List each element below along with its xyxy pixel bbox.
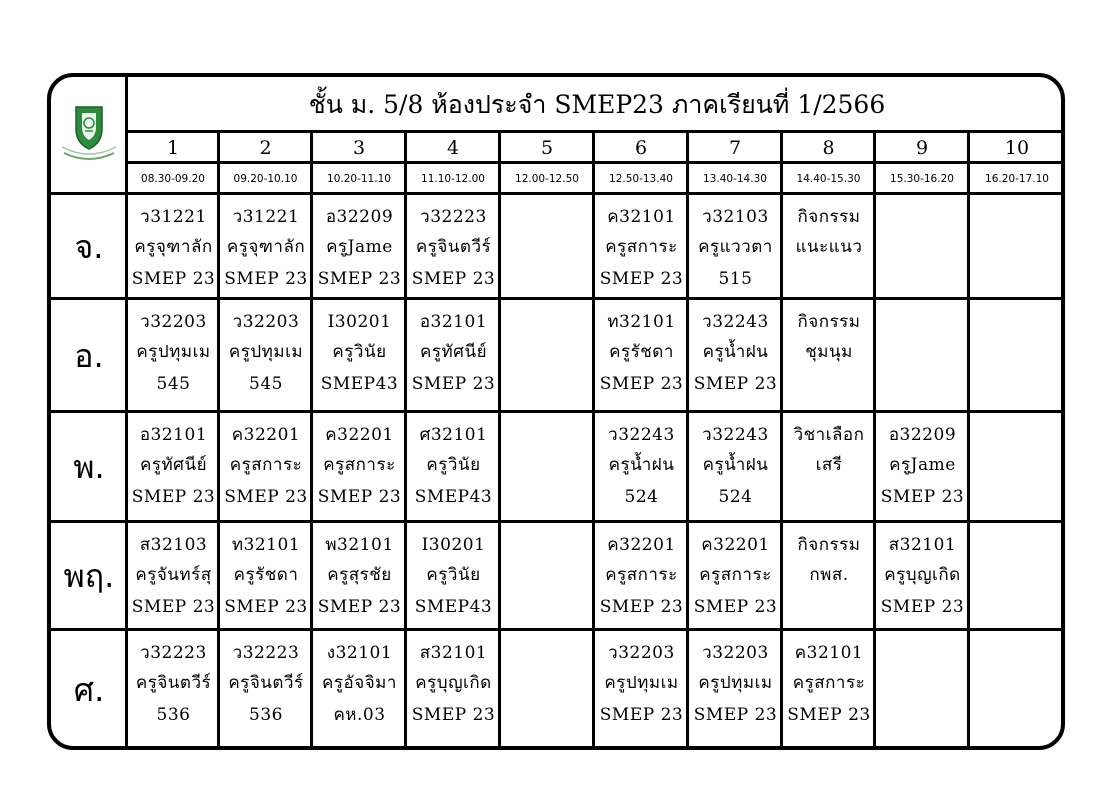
course-code: ว32203 <box>608 643 675 663</box>
schedule-cell <box>221 414 311 521</box>
room-label: SMEP 23 <box>224 597 308 617</box>
teacher-name: ครูสการะ <box>699 565 772 585</box>
teacher-name: ครูสุรชัย <box>327 565 392 585</box>
course-code: ค32201 <box>607 535 676 555</box>
room-label: SMEP 23 <box>693 597 778 617</box>
period-time: 10.20-11.10 <box>327 173 391 185</box>
period-time: 12.00-12.50 <box>515 173 579 185</box>
timetable <box>47 73 1065 750</box>
period-time: 09.20-10.10 <box>233 173 298 185</box>
schedule-cell <box>502 524 593 629</box>
course-code: วิชาเลือก <box>793 425 865 445</box>
schedule-cell <box>314 632 405 749</box>
teacher-name: ครูจุฑาลัก <box>134 237 213 257</box>
schedule-cell <box>129 632 218 749</box>
room-label: SMEP 23 <box>599 597 684 617</box>
teacher-name: ครูน้ำฝน <box>608 455 675 475</box>
course-code: ว32243 <box>608 425 675 445</box>
schedule-cell <box>129 301 218 411</box>
room-label: SMEP 23 <box>131 597 216 617</box>
day-label: ศ. <box>73 671 105 709</box>
schedule-cell <box>877 414 968 521</box>
room-label: 524 <box>718 487 753 507</box>
room-label: SMEP 23 <box>693 705 778 725</box>
teacher-name: ครูสการะ <box>323 455 396 475</box>
period-time: 16.20-17.10 <box>985 173 1049 185</box>
room-label: SMEP 23 <box>880 597 965 617</box>
period-number: 4 <box>446 137 460 159</box>
room-label: 545 <box>156 374 191 394</box>
schedule-cell <box>408 301 499 411</box>
teacher-name: ครูวินัย <box>332 342 387 362</box>
course-code: ส32101 <box>888 535 957 555</box>
room-label: SMEP 23 <box>787 705 871 725</box>
teacher-name: ครูสการะ <box>229 455 303 475</box>
schedule-cell <box>221 632 311 749</box>
schedule-cell <box>877 301 968 411</box>
schedule-cell <box>314 196 405 298</box>
room-label: SMEP43 <box>320 374 399 394</box>
course-code: I30201 <box>421 535 486 555</box>
schedule-cell <box>408 196 499 298</box>
teacher-name: ครูจินตวีร์ <box>228 673 304 693</box>
teacher-name: ครูปทุมเม <box>136 342 211 362</box>
schedule-cell <box>502 301 593 411</box>
period-time: 12.50-13.40 <box>609 173 673 185</box>
schedule-cell <box>408 524 499 629</box>
schedule-cell <box>690 524 781 629</box>
schedule-cell <box>129 524 218 629</box>
room-label: SMEP43 <box>414 487 493 507</box>
teacher-name: เสรี <box>815 455 843 475</box>
room-label: คห.03 <box>333 705 386 725</box>
room-label: SMEP 23 <box>317 487 402 507</box>
room-label: SMEP 23 <box>693 374 778 394</box>
period-number: 5 <box>540 137 554 159</box>
period-time: 13.40-14.30 <box>703 173 767 185</box>
course-code: I30201 <box>327 312 392 332</box>
room-label: SMEP 23 <box>411 374 496 394</box>
period-number: 1 <box>166 137 180 159</box>
schedule-cell <box>502 196 593 298</box>
course-code: ว32243 <box>702 425 769 445</box>
room-label: SMEP 23 <box>411 705 496 725</box>
course-code: อ32209 <box>325 207 394 227</box>
course-code: ค32101 <box>607 207 676 227</box>
course-code: กิจกรรม <box>797 535 861 555</box>
teacher-name: ครูสการะ <box>605 237 678 257</box>
grid-hline <box>127 130 1061 133</box>
course-code: ว32103 <box>702 207 769 227</box>
course-code: ท32101 <box>231 535 301 555</box>
schedule-cell <box>877 632 968 749</box>
course-code: ว31221 <box>232 207 300 227</box>
teacher-name: ครูรัชดา <box>233 565 299 585</box>
period-number: 9 <box>915 137 929 159</box>
schedule-cell <box>314 524 405 629</box>
period-time: 11.10-12.00 <box>421 173 485 185</box>
course-code: ส32101 <box>419 643 488 663</box>
schedule-cell <box>408 632 499 749</box>
teacher-name: แนะแนว <box>795 237 863 257</box>
period-number: 10 <box>1004 137 1030 159</box>
schedule-cell <box>129 414 218 521</box>
room-label: SMEP 23 <box>131 269 216 289</box>
teacher-name: ชุมนุม <box>805 342 853 362</box>
course-code: ศ32101 <box>419 425 488 445</box>
teacher-name: ครูทัศนีย์ <box>139 455 208 475</box>
period-number: 2 <box>259 137 272 159</box>
course-code: ว32223 <box>140 643 207 663</box>
course-code: ง32101 <box>326 643 393 663</box>
course-code: ว32203 <box>232 312 300 332</box>
schedule-cell <box>784 414 874 521</box>
schedule-cell <box>502 414 593 521</box>
schedule-cell <box>690 301 781 411</box>
schedule-cell <box>690 196 781 298</box>
teacher-name: ครูปทุมเม <box>604 673 679 693</box>
course-code: อ32101 <box>139 425 208 445</box>
course-code: ว32203 <box>140 312 207 332</box>
course-code: กิจกรรม <box>797 312 861 332</box>
teacher-name: ครูJame <box>326 237 393 257</box>
teacher-name: ครูน้ำฝน <box>702 342 769 362</box>
teacher-name: ครูจินตวีร์ <box>415 237 492 257</box>
room-label: SMEP 23 <box>599 269 684 289</box>
schedule-cell <box>314 301 405 411</box>
course-code: ส32103 <box>139 535 208 555</box>
teacher-name: ครูจันทร์สุ <box>135 565 212 585</box>
schedule-cell <box>129 196 218 298</box>
schedule-cell <box>877 524 968 629</box>
course-code: ค32101 <box>794 643 864 663</box>
room-label: 536 <box>156 705 191 725</box>
room-label: SMEP 23 <box>599 374 684 394</box>
course-code: ค32201 <box>325 425 394 445</box>
period-number: 6 <box>634 137 648 159</box>
period-number: 3 <box>352 137 366 159</box>
period-number: 7 <box>728 137 742 159</box>
course-code: อ32209 <box>888 425 957 445</box>
room-label: SMEP 23 <box>224 269 308 289</box>
course-code: ว32223 <box>420 207 487 227</box>
room-label: SMEP 23 <box>131 487 216 507</box>
day-label: พ. <box>73 448 105 486</box>
schedule-cell <box>596 301 687 411</box>
course-code: อ32101 <box>419 312 488 332</box>
day-label: พฤ. <box>63 557 115 595</box>
schedule-cell <box>408 414 499 521</box>
teacher-name: ครูปทุมเม <box>228 342 304 362</box>
course-code: พ32101 <box>325 535 394 555</box>
schedule-cell <box>596 524 687 629</box>
schedule-cell <box>596 414 687 521</box>
room-label: SMEP 23 <box>880 487 965 507</box>
room-label: 545 <box>249 374 283 394</box>
period-time: 08.30-09.20 <box>141 173 205 185</box>
period-number: 8 <box>822 137 835 159</box>
room-label: SMEP 23 <box>411 269 496 289</box>
teacher-name: ครูวินัย <box>426 565 481 585</box>
schedule-cell <box>971 414 1064 521</box>
schedule-cell <box>690 632 781 749</box>
teacher-name: กพส. <box>809 565 849 585</box>
day-label: อ. <box>74 336 104 375</box>
room-label: 515 <box>718 269 753 289</box>
teacher-name: ครูวินัย <box>426 455 481 475</box>
schedule-cell <box>784 632 874 749</box>
schedule-cell <box>971 524 1064 629</box>
schedule-cell <box>502 632 593 749</box>
room-label: SMEP43 <box>414 597 493 617</box>
schedule-cell <box>314 414 405 521</box>
period-time: 15.30-16.20 <box>890 173 954 185</box>
schedule-cell <box>877 196 968 298</box>
teacher-name: ครูอัจจิมา <box>322 673 397 693</box>
schedule-cell <box>971 196 1064 298</box>
teacher-name: ครูสการะ <box>605 565 678 585</box>
teacher-name: ครูJame <box>889 455 956 475</box>
course-code: กิจกรรม <box>797 207 861 227</box>
teacher-name: ครูสการะ <box>792 673 866 693</box>
schedule-cell <box>971 632 1064 749</box>
teacher-name: ครูจินตวีร์ <box>135 673 212 693</box>
course-code: ว32223 <box>232 643 300 663</box>
teacher-name: ครูจุฑาลัก <box>226 237 306 257</box>
page-title: ชั้น ม. 5/8 ห้องประจำ SMEP23 ภาคเรียนที่ 1/2566 <box>308 89 886 119</box>
schedule-cell <box>221 301 311 411</box>
teacher-name: ครูปทุมเม <box>698 673 773 693</box>
schedule-cell <box>784 524 874 629</box>
schedule-cell <box>971 301 1064 411</box>
course-code: ค32201 <box>701 535 770 555</box>
teacher-name: ครูบุญเกิด <box>415 673 492 693</box>
schedule-cell <box>784 301 874 411</box>
course-code: ท32101 <box>607 312 676 332</box>
teacher-name: ครูทัศนีย์ <box>419 342 488 362</box>
period-time: 14.40-15.30 <box>796 173 861 185</box>
schedule-cell <box>596 632 687 749</box>
room-label: 536 <box>249 705 283 725</box>
room-label: 524 <box>624 487 659 507</box>
room-label: SMEP 23 <box>317 597 402 617</box>
schedule-cell <box>221 196 311 298</box>
course-code: ว32203 <box>702 643 769 663</box>
teacher-name: ครูรัชดา <box>609 342 674 362</box>
teacher-name: ครูแววตา <box>698 237 773 257</box>
schedule-cell <box>784 196 874 298</box>
room-label: SMEP 23 <box>317 269 402 289</box>
teacher-name: ครูบุญเกิด <box>884 565 961 585</box>
room-label: SMEP 23 <box>599 705 684 725</box>
school-emblem-icon <box>51 77 127 194</box>
course-code: ค32201 <box>231 425 301 445</box>
teacher-name: ครูน้ำฝน <box>702 455 769 475</box>
course-code: ว31221 <box>140 207 207 227</box>
day-label: จ. <box>74 227 104 266</box>
schedule-cell <box>690 414 781 521</box>
room-label: SMEP 23 <box>224 487 308 507</box>
course-code: ว32243 <box>702 312 769 332</box>
schedule-cell <box>221 524 311 629</box>
schedule-cell <box>596 196 687 298</box>
